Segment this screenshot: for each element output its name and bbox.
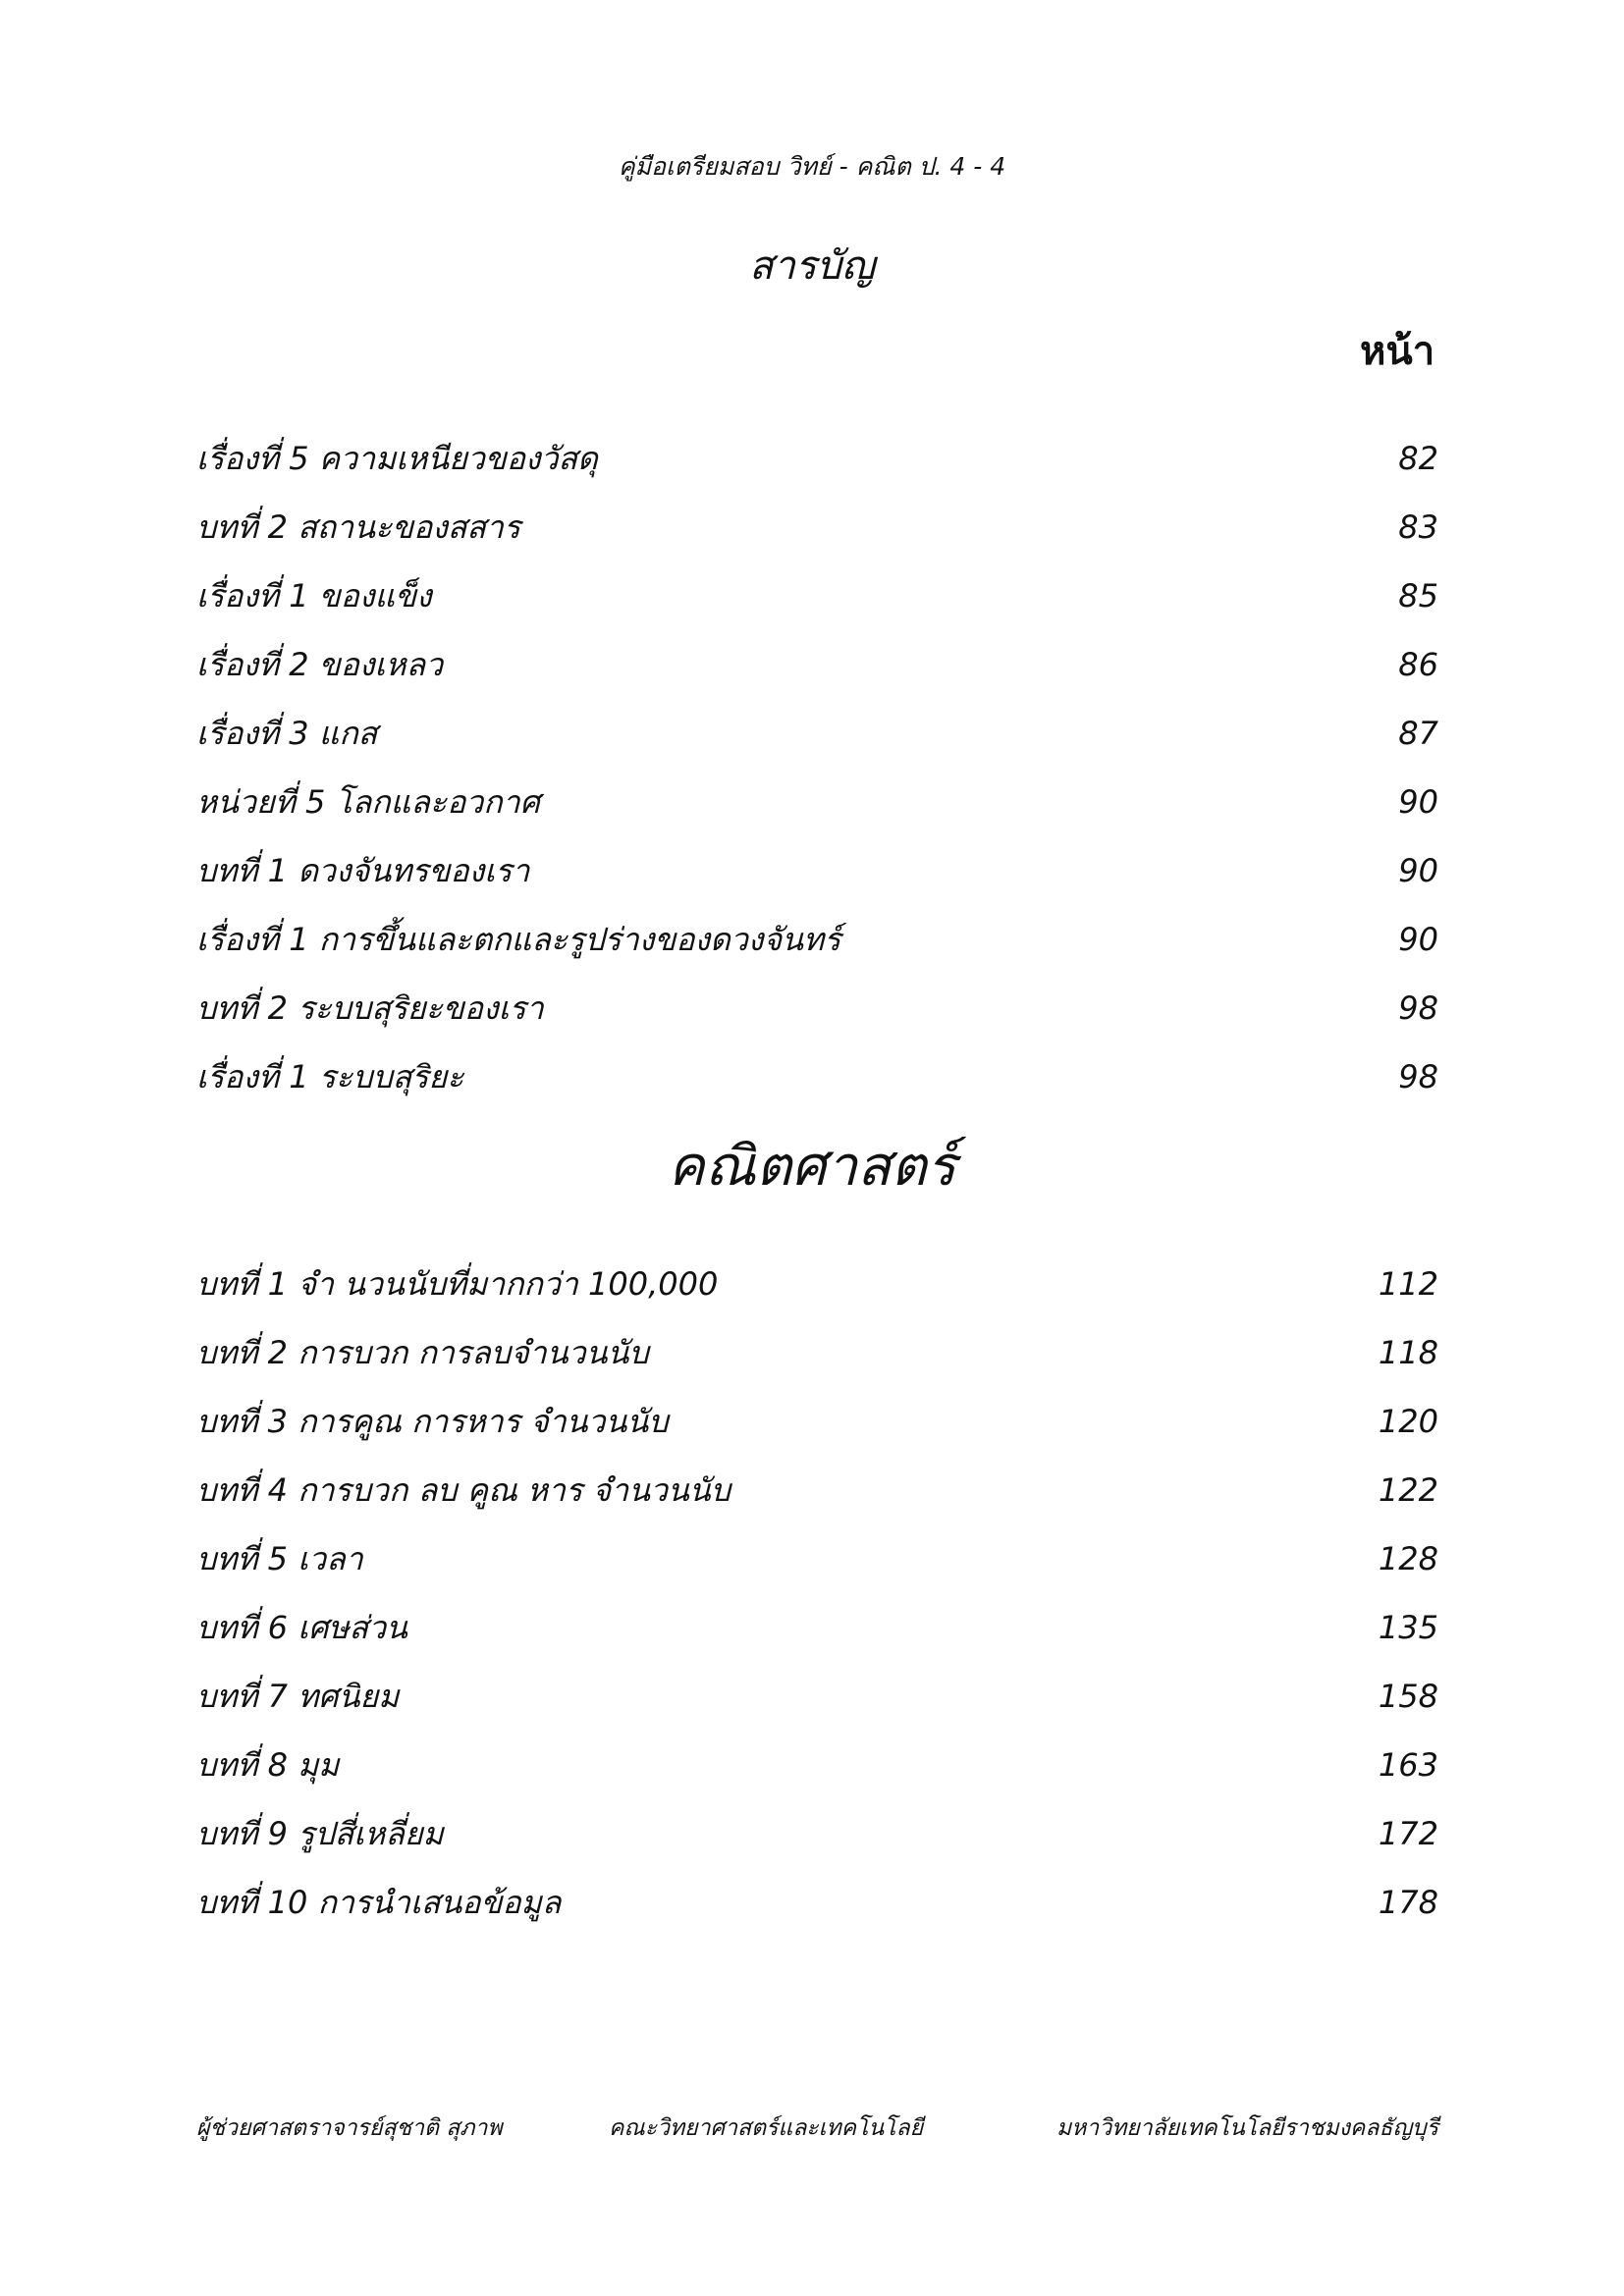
toc-entry: [196, 1042, 1438, 1111]
toc-entry-page: 135: [1378, 1609, 1438, 1646]
toc-entry-page: 163: [1378, 1746, 1438, 1784]
toc-entry-title: เรื่องที่ 1 ของแข็ง: [196, 577, 432, 614]
toc-entry: [196, 836, 1438, 905]
toc-entry: [196, 1387, 1438, 1456]
toc-entry-title: เรื่องที่ 1 ระบบสุริยะ: [196, 1058, 464, 1095]
toc-entry: [196, 699, 1438, 768]
toc-entry-title: หน่วยที่ 5 โลกและอวกาศ: [196, 783, 540, 821]
toc-entry-page: 98: [1398, 1058, 1438, 1095]
toc-entry: [196, 1456, 1438, 1524]
toc-entry-page: 122: [1378, 1471, 1438, 1509]
page-column-label: หน้า: [1360, 329, 1435, 374]
toc-entry: [196, 1662, 1438, 1731]
toc-entry-page: 90: [1398, 783, 1438, 821]
toc-entry: [196, 1868, 1438, 1937]
toc-entry-page: 118: [1378, 1334, 1438, 1371]
toc-entry-title: บทที่ 1 จำ นวนนับที่มากกว่า 100,000: [196, 1265, 719, 1303]
toc-entry-page: 82: [1398, 440, 1438, 477]
toc-entry-title: เรื่องที่ 1 การขึ้นและตกและรูปร่างของดวงจันทร์: [196, 921, 841, 958]
toc-entry-page: 178: [1378, 1884, 1438, 1921]
footer-author: ผู้ช่วยศาสตราจารย์สุชาติ สุภาพ: [196, 2115, 503, 2141]
toc-entry: [196, 424, 1438, 493]
toc-entry-title: เรื่องที่ 5 ความเหนียวของวัสดุ: [196, 440, 598, 477]
toc-entry: [196, 561, 1438, 630]
toc-entry-page: 120: [1378, 1403, 1438, 1440]
toc-entry-title: บทที่ 8 มุม: [196, 1746, 340, 1784]
toc-entry-title: เรื่องที่ 3 แกส: [196, 715, 378, 752]
toc-entry: [196, 905, 1438, 974]
toc-entry-page: 98: [1398, 989, 1438, 1027]
toc-entry: [196, 1524, 1438, 1593]
toc-entry: [196, 1250, 1438, 1318]
toc-entry: [196, 1799, 1438, 1868]
toc-entry: [196, 974, 1438, 1042]
toc-entry-title: บทที่ 2 สถานะของสสาร: [196, 508, 521, 546]
toc-entry: [196, 1318, 1438, 1387]
footer-university: มหาวิทยาลัยเทคโนโลยีราชมงคลธัญบุรี: [1056, 2115, 1438, 2141]
toc-entry-page: 172: [1378, 1815, 1438, 1852]
toc-entry-title: บทที่ 4 การบวก ลบ คูณ หาร จำนวนนับ: [196, 1471, 731, 1509]
toc-entry-page: 83: [1398, 508, 1438, 546]
toc-entry-page: 90: [1398, 921, 1438, 958]
toc-entry-title: บทที่ 2 ระบบสุริยะของเรา: [196, 989, 544, 1027]
toc-entry-title: บทที่ 1 ดวงจันทรของเรา: [196, 852, 530, 889]
toc-entry-title: บทที่ 3 การคูณ การหาร จำนวนนับ: [196, 1403, 669, 1440]
toc-entry: [196, 1593, 1438, 1662]
toc-entry-title: บทที่ 2 การบวก การลบจำนวนนับ: [196, 1334, 649, 1371]
footer-faculty: คณะวิทยาศาสตร์และเทคโนโลยี: [609, 2115, 924, 2141]
math-toc-list: [196, 1250, 1438, 1937]
toc-entry-title: เรื่องที่ 2 ของเหลว: [196, 646, 444, 683]
toc-entry-page: 85: [1398, 577, 1438, 614]
toc-entry-page: 86: [1398, 646, 1438, 683]
toc-entry-title: บทที่ 7 ทศนิยม: [196, 1678, 400, 1715]
toc-entry-page: 128: [1378, 1540, 1438, 1577]
toc-entry-title: บทที่ 5 เวลา: [196, 1540, 363, 1577]
toc-entry: [196, 630, 1438, 699]
toc-title: สารบัญ: [749, 243, 875, 289]
toc-entry-page: 87: [1398, 715, 1438, 752]
page-header: คู่มือเตรียมสอบ วิทย์ - คณิต ป. 4 - 4: [618, 152, 1006, 181]
toc-entry-page: 90: [1398, 852, 1438, 889]
toc-entry-page: 112: [1378, 1265, 1438, 1303]
toc-entry: [196, 768, 1438, 836]
toc-entry-title: บทที่ 6 เศษส่วน: [196, 1609, 407, 1646]
math-section-heading: คณิตศาสตร์: [668, 1135, 956, 1199]
toc-entry-page: 158: [1378, 1678, 1438, 1715]
toc-entry-title: บทที่ 9 รูปสี่เหลี่ยม: [196, 1815, 444, 1852]
toc-entry-title: บทที่ 10 การนำเสนอข้อมูล: [196, 1884, 562, 1921]
toc-entry: [196, 1731, 1438, 1799]
toc-entry: [196, 493, 1438, 561]
science-toc-list: [196, 424, 1438, 1111]
